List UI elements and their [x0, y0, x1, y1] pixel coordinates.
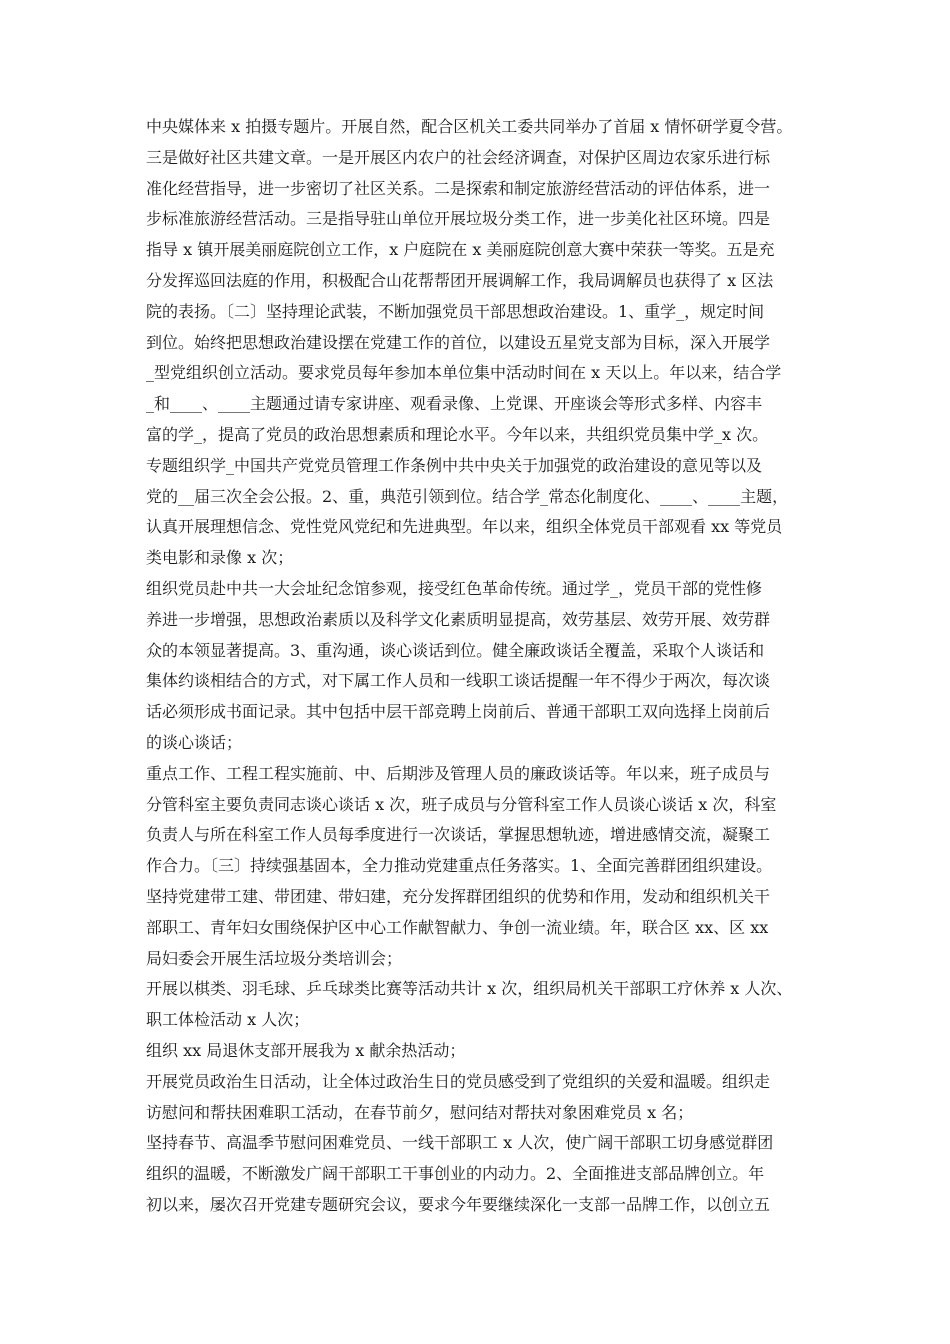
- text-line: 负责人与所在科室工作人员每季度进行一次谈话，掌握思想轨迹，增进感情交流，凝聚工: [146, 825, 771, 845]
- text-line: 坚持春节、高温季节慰问困难党员、一线干部职工 x 人次，使广阔干部职工切身感觉群团: [146, 1133, 774, 1153]
- text-line: 认真开展理想信念、党性党风党纪和先进典型。年以来，组织全体党员干部观看 xx 等党员: [146, 517, 783, 537]
- text-line: 的谈心谈话；: [146, 732, 243, 752]
- text-line: 养进一步增强，思想政治素质以及科学文化素质明显提高，效劳基层、效劳开展、效劳群: [146, 609, 771, 629]
- text-line: 步标准旅游经营活动。三是指导驻山单位开展垃圾分类工作，进一步美化社区环境。四是: [146, 209, 771, 229]
- text-line: 初以来，屡次召开党建专题研究会议，要求今年要继续深化一支部一品牌工作，以创立五: [146, 1194, 771, 1214]
- text-line: 职工体检活动 x 人次；: [146, 1010, 310, 1030]
- text-line: 三是做好社区共建文章。一是开展区内农户的社会经济调查，对保护区周边农家乐进行标: [146, 147, 771, 167]
- text-line: 开展党员政治生日活动，让全体过政治生日的党员感受到了党组织的关爱和温暖。组织走: [146, 1071, 771, 1091]
- text-line: 分发挥巡回法庭的作用，积极配合山花帮帮团开展调解工作，我局调解员也获得了 x 区法: [146, 270, 774, 290]
- text-line: 坚持党建带工建、带团建、带妇建，充分发挥群团组织的优势和作用，发动和组织机关干: [146, 886, 771, 906]
- text-line: 富的学_，提高了党员的政治思想素质和理论水平。今年以来，共组织党员集中学_x 次。: [146, 424, 769, 444]
- text-line: 组织的温暖，不断激发广阔干部职工干事创业的内动力。2、全面推进支部品牌创立。年: [146, 1164, 765, 1184]
- text-line: 专题组织学_中国共产党党员管理工作条例中共中央关于加强党的政治建设的意见等以及: [146, 455, 763, 475]
- text-line: 中央媒体来 x 拍摄专题片。开展自然，配合区机关工委共同举办了首届 x 情怀研学夏令营。: [146, 117, 793, 136]
- text-line: _和____、____主题通过请专家讲座、观看录像、上党课、开座谈会等形式多样、内容丰: [146, 394, 763, 414]
- text-line: 指导 x 镇开展美丽庭院创立工作，x 户庭院在 x 美丽庭院创意大赛中荣获一等奖。五是充: [146, 240, 775, 260]
- document-body: [146, 112, 810, 1221]
- text-line: 准化经营指导，进一步密切了社区关系。二是探索和制定旅游经营活动的评估体系，进一: [146, 178, 771, 198]
- text-line: 院的表扬。〔二〕坚持理论武装，不断加强党员干部思想政治建设。1、重学_，规定时间: [146, 301, 765, 321]
- text-line: 重点工作、工程工程实施前、中、后期涉及管理人员的廉政谈话等。年以来，班子成员与: [146, 763, 771, 783]
- text-line: _型党组织创立活动。要求党员每年参加本单位集中活动时间在 x 天以上。年以来，结合学: [146, 363, 782, 383]
- text-line: 局妇委会开展生活垃圾分类培训会；: [146, 948, 403, 968]
- text-line: 众的本领显著提高。3、重沟通，谈心谈话到位。健全廉政谈话全覆盖，采取个人谈话和: [146, 640, 765, 660]
- text-line: 访慰问和帮扶困难职工活动，在春节前夕，慰问结对帮扶对象困难党员 x 名；: [146, 1102, 694, 1122]
- text-line: 到位。始终把思想政治建设摆在党建工作的首位，以建设五星党支部为目标，深入开展学: [146, 332, 771, 352]
- text-line: 部职工、青年妇女围绕保护区中心工作献智献力、争创一流业绩。年，联合区 xx、区 xx: [146, 917, 769, 937]
- text-line: 作合力。〔三〕持续强基固本，全力推动党建重点任务落实。1、全面完善群团组织建设。: [146, 856, 773, 876]
- text-line: 党的__届三次全会公报。2、重，典范引领到位。结合学_常态化制度化、____、____主题，: [146, 486, 789, 506]
- text-line: 开展以棋类、羽毛球、乒乓球类比赛等活动共计 x 次，组织局机关干部职工疗休养 x 人次、: [146, 979, 793, 999]
- text-line: 集体约谈相结合的方式，对下属工作人员和一线职工谈话提醒一年不得少于两次，每次谈: [146, 671, 771, 691]
- text-line: 分管科室主要负责同志谈心谈话 x 次，班子成员与分管科室工作人员谈心谈话 x 次，科室: [146, 794, 777, 814]
- text-line: 组织党员赴中共一大会址纪念馆参观，接受红色革命传统。通过学_，党员干部的党性修: [146, 578, 763, 598]
- text-line: 类电影和录像 x 次；: [146, 548, 294, 568]
- text-line: 话必须形成书面记录。其中包括中层干部竞聘上岗前后、普通干部职工双向选择上岗前后: [146, 702, 771, 722]
- text-line: 组织 xx 局退休支部开展我为 x 献余热活动；: [146, 1040, 466, 1060]
